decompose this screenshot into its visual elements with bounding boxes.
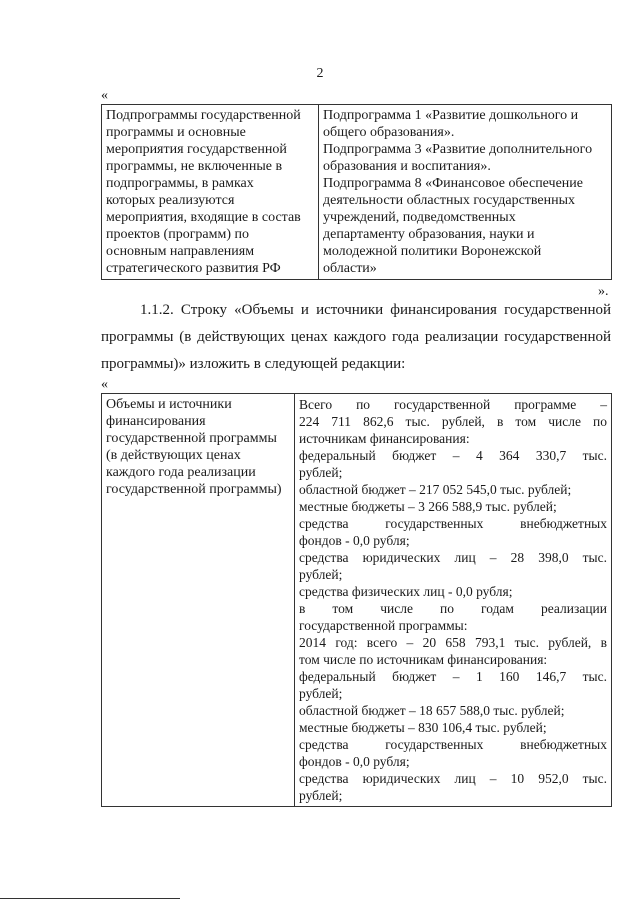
table-line: средства юридических лиц – 28 398,0 тыс. xyxy=(299,550,607,565)
table-line: молодежной политики Воронежской xyxy=(323,244,542,259)
table-line: программы, не включенные в xyxy=(106,159,283,174)
table-line: рублей; xyxy=(299,788,343,803)
table-line: средства государственных внебюджетных xyxy=(299,516,607,531)
table-line: каждого года реализации xyxy=(106,465,256,480)
funding-label-cell xyxy=(102,394,295,807)
page-number: 2 xyxy=(316,66,324,81)
table-line: рублей; xyxy=(299,465,343,480)
table-line: Подпрограмма 8 «Финансовое обеспечение xyxy=(323,176,584,191)
table-line: Подпрограмма 1 «Развитие дошкольного и xyxy=(323,108,579,123)
table-line: источникам финансирования: xyxy=(299,431,470,446)
table-line: финансирования xyxy=(106,414,206,429)
table-line: государственной программы: xyxy=(299,618,468,633)
opening-quote-mark: « xyxy=(101,88,108,103)
table-line: которых реализуются xyxy=(106,193,235,208)
table-line: Объемы и источники xyxy=(106,397,232,412)
table-line: областной бюджет – 18 657 588,0 тыс. рублей; xyxy=(299,703,565,718)
table-line: (в действующих ценах xyxy=(106,448,241,463)
table-line: государственной программы) xyxy=(106,482,282,497)
footer-rule xyxy=(0,898,180,899)
subprograms-table xyxy=(101,104,612,280)
funding-table xyxy=(101,393,612,807)
table-line: средства физических лиц - 0,0 рубля; xyxy=(299,584,513,599)
table-line: подпрограммы, в рамках xyxy=(106,176,254,191)
table-line: в том числе по годам реализации xyxy=(299,601,607,616)
table-line: том числе по источникам финансирования: xyxy=(299,652,548,667)
table-line: рублей; xyxy=(299,567,343,582)
paragraph-line: программы)» изложить в следующей редакции: xyxy=(101,356,406,372)
table-line: фондов - 0,0 рубля; xyxy=(299,754,410,769)
table-line: образования и воспитания». xyxy=(323,159,491,174)
table-line: департаменту образования, науки и xyxy=(323,227,535,242)
table-line: мероприятия, входящие в состав xyxy=(106,210,301,225)
table-line: фондов - 0,0 рубля; xyxy=(299,533,410,548)
funding-value-cell xyxy=(295,394,612,807)
table-line: федеральный бюджет – 4 364 330,7 тыс. xyxy=(299,448,607,463)
table-line: Подпрограмма 3 «Развитие дополнительного xyxy=(323,142,593,157)
closing-quote-mark: ». xyxy=(598,284,609,299)
table-line: учреждений, подведомственных xyxy=(323,210,516,225)
table-line: федеральный бюджет – 1 160 146,7 тыс. xyxy=(299,669,607,684)
table-line: Подпрограммы государственной xyxy=(106,108,301,123)
table-line: 2014 год: всего – 20 658 793,1 тыс. рублей, в xyxy=(299,635,607,650)
table-line: общего образования». xyxy=(323,125,455,140)
opening-quote-mark-2: « xyxy=(101,377,108,392)
table-line: мероприятия государственной xyxy=(106,142,287,157)
table-line: местные бюджеты – 3 266 588,9 тыс. рублей; xyxy=(299,499,557,514)
subprograms-label-cell xyxy=(102,105,319,280)
table-line: средства юридических лиц – 10 952,0 тыс. xyxy=(299,771,607,786)
table-line: местные бюджеты – 830 106,4 тыс. рублей; xyxy=(299,720,547,735)
table-line: области» xyxy=(323,261,377,276)
table-line: 224 711 862,6 тыс. рублей, в том числе по xyxy=(299,414,607,429)
table-line: проектов (программ) по xyxy=(106,227,250,242)
paragraph-line: программы (в действующих ценах каждого года реализации государственной xyxy=(101,329,611,345)
funding-row xyxy=(102,394,612,807)
table-line: Всего по государственной программе – xyxy=(299,397,607,412)
table-line: деятельности областных государственных xyxy=(323,193,576,208)
subprograms-value-cell xyxy=(319,105,612,280)
table-line: средства государственных внебюджетных xyxy=(299,737,607,752)
table-line: рублей; xyxy=(299,686,343,701)
table-line: программы и основные xyxy=(106,125,246,140)
amendment-paragraph xyxy=(101,297,611,378)
table-line: стратегического развития РФ xyxy=(106,261,281,276)
table-line: областной бюджет – 217 052 545,0 тыс. рублей; xyxy=(299,482,572,497)
table-line: основным направлениям xyxy=(106,244,255,259)
subprograms-row xyxy=(102,105,612,280)
paragraph-line: 1.1.2. Строку «Объемы и источники финансирования государственной xyxy=(140,302,611,318)
table-line: государственной программы xyxy=(106,431,277,446)
